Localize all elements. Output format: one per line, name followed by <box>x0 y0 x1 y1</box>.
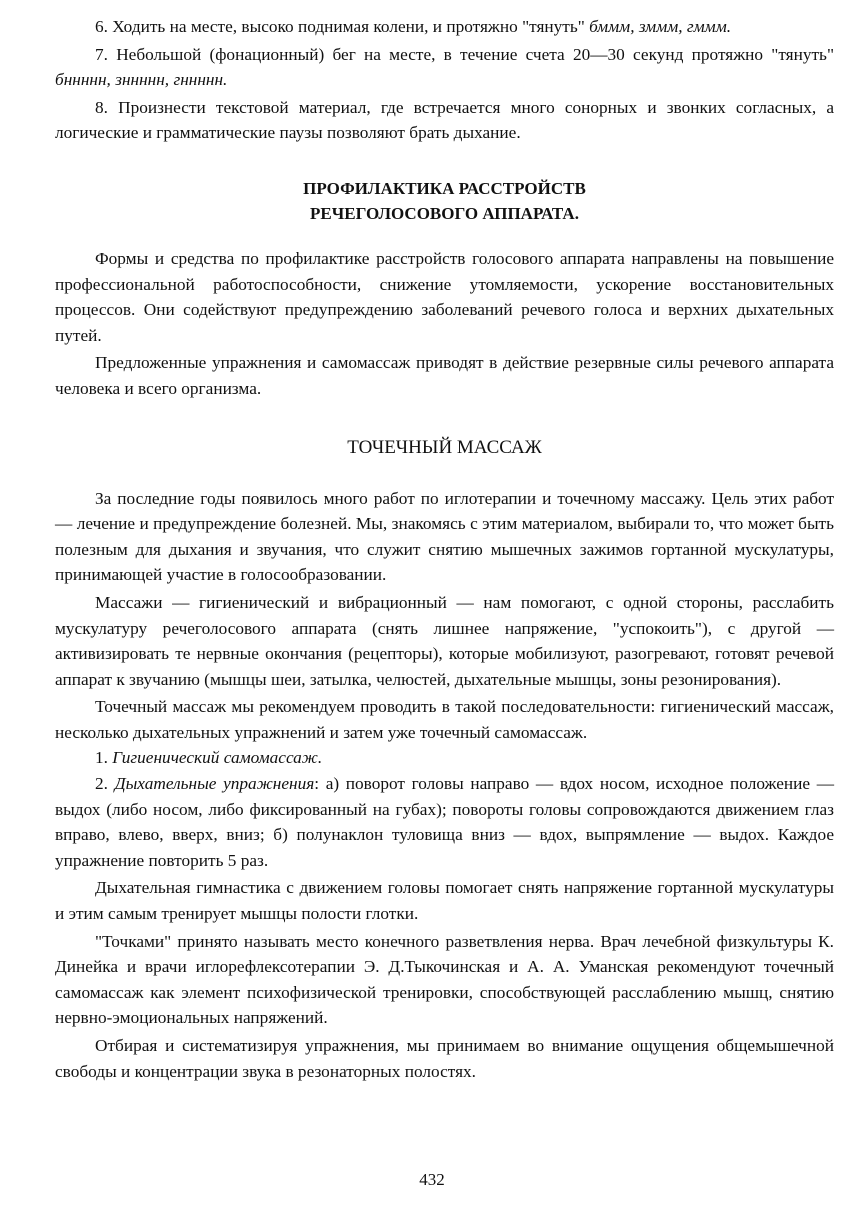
section-heading-acupressure: ТОЧЕЧНЫЙ МАССАЖ <box>347 436 542 458</box>
paragraph: За последние годы появилось много работ по иглотерапии и точечному массажу. Цель этих работ — лечение и предупреждение болезней. Мы, знакомясь с этим материалом, выбирали то, что может быть полезным для дыхания и звучания, что служит снятию мышечных зажимов гортанной мускулатуры, принимающей участие в голосообразовании. <box>55 488 834 585</box>
section-heading-prophylaxis: ПРОФИЛАКТИКА РАССТРОЙСТВ РЕЧЕГОЛОСОВОГО АППАРАТА. <box>303 178 586 223</box>
paragraph: "Точками" принято называть место конечного разветвления нерва. Врач лечебной физкультуры К. Динейка и врачи иглорефлексотерапии Э. Д.Тыкочинская и А. А. Уманская рекомендуют точечный самомассаж как элемент психофизической тренировки, способствующей расслаблению мышц, снятию нервно-эмоциональных напряжений. <box>55 931 834 1028</box>
paragraph: Предложенные упражнения и самомассаж приводят в действие резервные силы речевого аппарата человека и всего организма. <box>55 353 834 398</box>
paragraph: Формы и средства по профилактике расстройств голосового аппарата направлены на повышение профессиональной работоспособности, снижение утомляемости, ускорение восстановительных процессов. Они содействуют предупреждению заболеваний речевого голоса и верхних дыхательных путей. <box>55 248 834 345</box>
paragraph: Массажи — гигиенический и вибрационный — нам помогают, с одной стороны, расслабить мускулатуру речеголосового аппарата (снять лишнее напряжение, "успокоить"), с другой — активизировать те нервные окончания (рецепторы), которые мобилизуют, разогревают, готовят речевой аппарат к звучанию (мышцы шеи, затылка, челюстей, дыхательные мышцы, зоны резонирования). <box>55 592 834 689</box>
paragraph: Точечный массаж мы рекомендуем проводить в такой последовательности: гигиенический массаж, несколько дыхательных упражнений и затем уже точечный самомассаж. <box>55 697 834 742</box>
exercise-item-8: 8. Произнести текстовой материал, где встречается много сонорных и звонких согласных, а логические и грамматические паузы позволяют брать дыхание. <box>55 97 834 143</box>
exercise-item-6: 6. Ходить на месте, высоко поднимая колени, и протяжно "тянуть" бммм, зммм, гммм. <box>95 17 732 36</box>
paragraph: Отбирая и систематизируя упражнения, мы принимаем во внимание ощущения общемышечной свободы и концентрации звука в резонаторных полостях. <box>55 1036 834 1081</box>
exercise-item-7: 7. Небольшой (фонационный) бег на месте, в течение счета 20—30 секунд протяжно "тянуть" бннннн, зннннн, гннннн. <box>55 44 834 90</box>
list-item: 1. Гигиенический самомассаж. <box>95 748 323 768</box>
paragraph: Дыхательная гимнастика с движением головы помогает снять напряжение гортанной мускулатуры и этим самым тренирует мышцы полости глотки. <box>55 878 834 924</box>
list-item: 2. Дыхательные упражнения: а) поворот головы направо — вдох носом, исходное положение — выдох (либо носом, либо фиксированный на губах); повороты головы сопровождаются движением глаз вправо, влево, вверх, вниз; б) полунаклон туловища вниз — вдох, выпрямление — выдох. Каждое упражнение повторить 5 раз. <box>55 774 835 870</box>
page-number: 432 <box>419 1170 445 1189</box>
